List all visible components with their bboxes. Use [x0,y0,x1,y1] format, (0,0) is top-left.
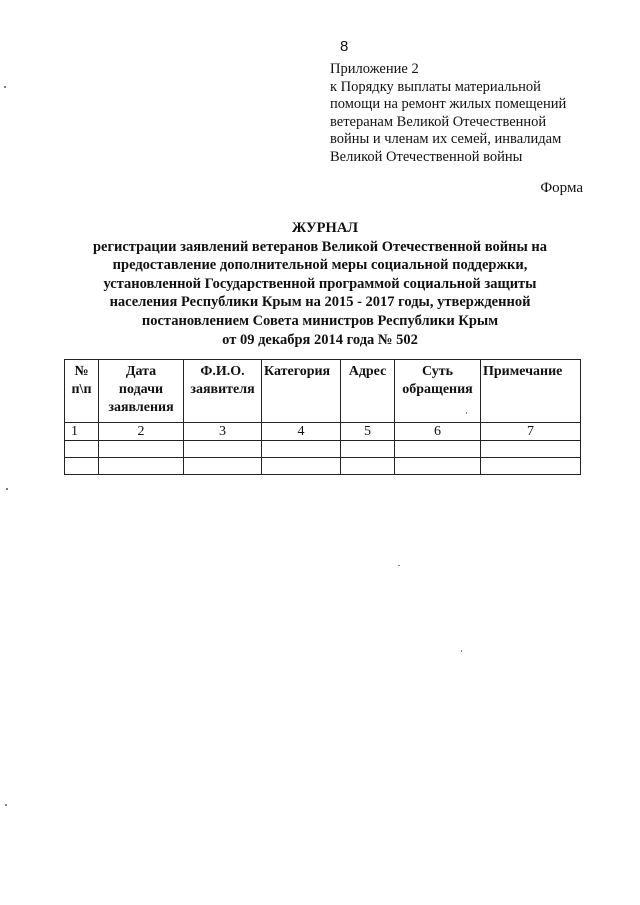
heading-line: населения Республики Крым на 2015 - 2017 годы, утвержденной [109,294,531,311]
table-cell [65,458,99,475]
table-cell [262,458,341,475]
appendix-line: ветеранам Великой Отечественной [330,113,547,130]
table-cell [395,441,481,458]
table-row-empty [65,458,581,475]
header-text: Примечание [483,364,563,379]
heading-line: предоставление дополнительной меры социальной поддержки, [112,257,528,274]
header-address [341,360,395,423]
scan-speck [5,804,7,806]
appendix-line: Великой Отечественной войны [330,148,523,165]
table-cell [341,441,395,458]
scan-speck [466,412,467,414]
table-row-empty [65,441,581,458]
header-text: Категория [264,364,331,379]
table-cell [99,441,184,458]
header-note [481,360,581,423]
header-text: Ф.И.О. [200,364,245,379]
header-text: подачи [118,382,164,397]
appendix-line: к Порядку выплаты материальной [330,78,541,95]
header-date [99,360,184,423]
table-cell [481,441,581,458]
appendix-line: помощи на ремонт жилых помещений [330,96,567,112]
header-fullname [184,360,262,423]
heading-line: установленной Государственной программой социальной защиты [103,275,537,292]
form-label: Форма [540,180,583,196]
table-cell [395,458,481,475]
appendix-note [330,61,630,166]
scan-speck [461,650,462,652]
header-text: Суть [421,364,454,379]
column-number: 5 [341,423,395,441]
document-title: ЖУРНАЛ [291,220,359,236]
appendix-line: Приложение 2 [330,61,419,77]
heading-line: постановлением Совета министров Республики Крым [141,312,499,329]
column-number: 1 [65,423,99,441]
scan-speck [4,86,6,88]
heading-line: регистрации заявлений ветеранов Великой Отечественной войны на [92,238,548,255]
column-number: 3 [184,423,262,441]
document-heading [0,219,640,349]
table-cell [184,441,262,458]
table-cell [262,441,341,458]
column-number: 4 [262,423,341,441]
header-text: заявления [108,400,174,415]
table-cell [341,458,395,475]
scan-speck [6,488,8,490]
header-text: обращения [402,382,473,397]
table-cell [65,441,99,458]
column-number-row [65,423,581,441]
scan-speck [398,565,400,566]
header-text: заявителя [190,382,255,397]
table-cell [481,458,581,475]
header-text: Дата [125,364,157,379]
header-text: № [74,364,89,379]
page-number: 8 [340,38,349,55]
journal-table [64,359,581,475]
table-header-row [65,360,581,423]
header-text: п\п [71,382,92,397]
header-text: Адрес [348,364,387,379]
column-number: 7 [481,423,581,441]
header-number [65,360,99,423]
appendix-line: войны и членам их семей, инвалидам [330,131,562,147]
column-number: 6 [395,423,481,441]
header-essence [395,360,481,423]
column-number: 2 [99,423,184,441]
table-cell [184,458,262,475]
header-category [262,360,341,423]
table-cell [99,458,184,475]
heading-line: от 09 декабря 2014 года № 502 [222,331,418,348]
